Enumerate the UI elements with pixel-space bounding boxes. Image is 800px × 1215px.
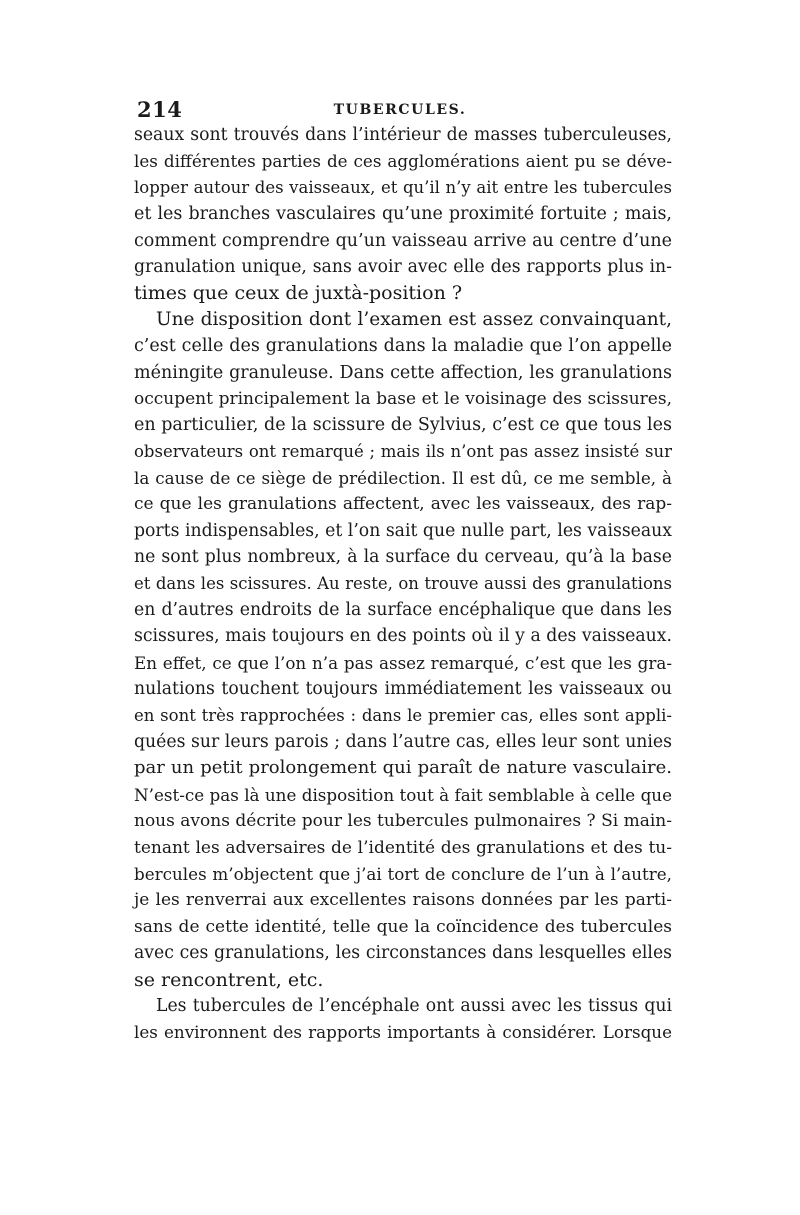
text-line: avec ces granulations, les circonstances dans lesquelles elles	[134, 943, 672, 964]
text-line: nous avons décrite pour les tubercules pulmonaires ? Si main-	[134, 811, 672, 832]
page-number: 214	[137, 97, 183, 122]
running-title: TUBERCULES.	[333, 102, 467, 118]
text-line: en particulier, de la scissure de Sylvius, c’est ce que tous les	[134, 415, 672, 436]
text-line: tenant les adversaires de l’identité des granulations et des tu-	[134, 837, 672, 858]
text-line: par un petit prolongement qui paraît de nature vasculaire.	[134, 757, 672, 779]
text-line: Les tubercules de l’encéphale ont aussi avec les tissus qui	[156, 995, 672, 1016]
text-line: méningite granuleuse. Dans cette affection, les granulations	[134, 362, 672, 383]
text-line: les environnent des rapports importants à considérer. Lorsque	[134, 1022, 672, 1043]
text-line: En effet, ce que l’on n’a pas assez remarqué, c’est que les gra-	[134, 652, 672, 673]
text-line: en sont très rapprochées : dans le premier cas, elles sont appli-	[134, 705, 672, 725]
text-line: seaux sont trouvés dans l’intérieur de masses tuberculeuses,	[134, 125, 672, 145]
text-line: lopper autour des vaisseaux, et qu’il n’y ait entre les tubercules	[134, 177, 672, 197]
text-line: sans de cette identité, telle que la coïncidence des tubercules	[134, 916, 672, 937]
text-line: comment comprendre qu’un vaisseau arrive au centre d’une	[134, 230, 672, 251]
text-line: observateurs ont remarqué ; mais ils n’ont pas assez insisté sur	[134, 441, 672, 461]
text-line: bercules m’objectent que j’ai tort de conclure de l’un à l’autre,	[134, 863, 672, 884]
text-line: et dans les scissures. Au reste, on trouve aussi des granulations	[134, 573, 672, 593]
text-line: ne sont plus nombreux, à la surface du cerveau, qu’à la base	[134, 547, 672, 568]
text-line: je les renverrai aux excellentes raisons données par les parti-	[134, 890, 672, 911]
text-line: scissures, mais toujours en des points où il y a des vaisseaux.	[134, 626, 672, 647]
text-line: ports indispensables, et l’on sait que nulle part, les vaisseaux	[134, 520, 672, 541]
text-line: et les branches vasculaires qu’une proximité fortuite ; mais,	[134, 204, 672, 225]
text-line: se rencontrent, etc.	[134, 968, 324, 991]
text-line: la cause de ce siège de prédilection. Il est dû, ce me semble, à	[134, 468, 672, 489]
body-text	[134, 122, 672, 1046]
text-line: times que ceux de juxtà-position ?	[134, 282, 463, 305]
text-line: ce que les granulations affectent, avec les vaisseaux, des rap-	[134, 494, 672, 515]
text-line: N’est-ce pas là une disposition tout à fait semblable à celle que	[134, 784, 672, 805]
text-line: quées sur leurs parois ; dans l’autre cas, elles leur sont unies	[134, 731, 672, 752]
text-line: occupent principalement la base et le voisinage des scissures,	[134, 388, 672, 409]
text-line: les différentes parties de ces agglomérations aient pu se déve-	[134, 151, 672, 172]
text-line: nulations touchent toujours immédiatement les vaisseaux ou	[134, 679, 672, 700]
text-line: Une disposition dont l’examen est assez convainquant,	[156, 308, 672, 330]
text-line: en d’autres endroits de la surface encéphalique que dans les	[134, 600, 672, 621]
text-line: c’est celle des granulations dans la maladie que l’on appelle	[134, 336, 672, 357]
text-line: granulation unique, sans avoir avec elle des rapports plus in-	[134, 256, 672, 277]
